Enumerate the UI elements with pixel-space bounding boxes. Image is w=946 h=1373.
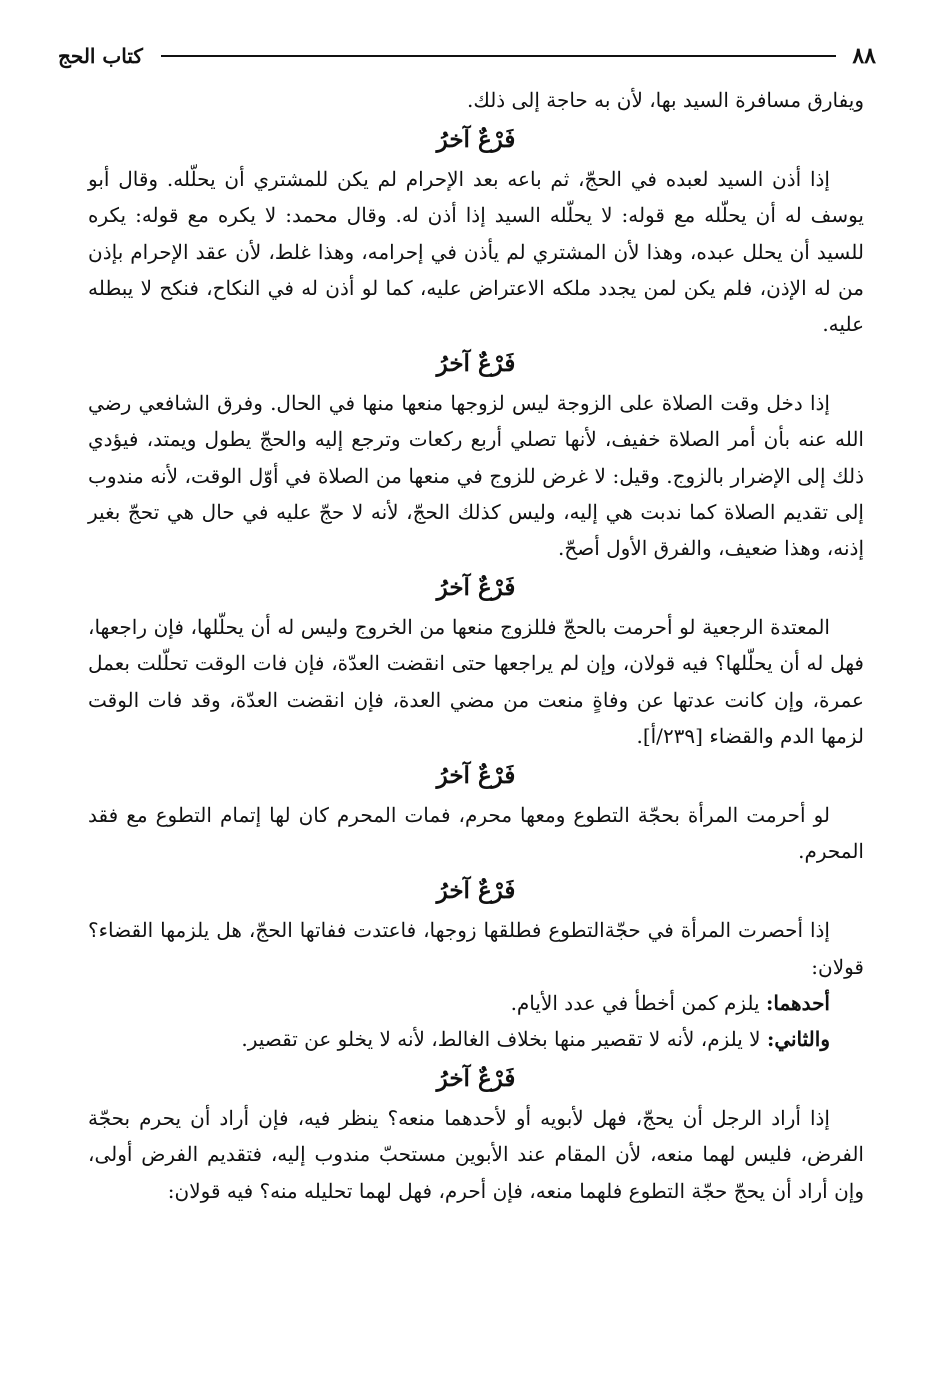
- paragraph: المعتدة الرجعية لو أحرمت بالحجّ فللزوج منعها من الخروج وليس له أن يحلّلها، فإن راجعها، فهل له أن يحلّلها؟ فيه قولان، وإن لم يراجعها حتى انقضت العدّة، فإن فات الوقت تحلّلت بعمل عمرة، وإن كانت عدتها عن وفاةٍ منعت من مضي العدة، فإن انقضت العدّة، وقد فات الوقت لزمها الدم والقضاء [٢٣٩/أ].: [88, 615, 864, 748]
- section-heading: فَرْعٌ آخرُ: [436, 350, 516, 378]
- section-heading: فَرْعٌ آخرُ: [436, 1065, 516, 1093]
- section-heading: فَرْعٌ آخرُ: [436, 126, 516, 154]
- option-text: لا يلزم، لأنه لا تقصير منها بخلاف الغالط، لأنه لا يخلو عن تقصير.: [241, 1027, 761, 1052]
- page-number: ٨٨: [852, 43, 876, 69]
- option-second: [88, 1021, 864, 1057]
- option-term: والثاني:: [766, 1027, 830, 1052]
- book-title: كتاب الحج: [58, 44, 143, 68]
- page-content: [88, 82, 864, 1209]
- header-rule: [161, 55, 836, 57]
- section-heading: فَرْعٌ آخرُ: [436, 574, 516, 602]
- paragraph: إذا أذن السيد لعبده في الحجّ، ثم باعه بعد الإحرام لم يكن للمشتري أن يحلّله. وقال أبو يوسف له أن يحلّله مع قوله: لا يحلّله السيد إذا أذن له. وقال محمد: لا يكره مع قوله: يكره للسيد أن يحلل عبده، وهذا لأن المشتري لم يأذن في إحرامه، وهذا غلط، لأن عقد الإحرام بإذن من له الإذن، فلم يكن لمن يجدد ملكه الاعتراض عليه، كما لو أذن له في النكاح، فنكح لا يبطله عليه.: [88, 167, 864, 337]
- option-term: أحدهما:: [765, 990, 830, 1015]
- option-first: [88, 985, 864, 1021]
- section-heading: فَرْعٌ آخرُ: [436, 877, 516, 905]
- section-heading: فَرْعٌ آخرُ: [436, 762, 516, 790]
- paragraph: لو أحرمت المرأة بحجّة التطوع ومعها محرم، فمات المحرم كان لها إتمام التطوع مع فقد المحرم.: [88, 803, 864, 864]
- paragraph: إذا أحصرت المرأة في حجّةالتطوع فطلقها زوجها، فاعتدت ففاتها الحجّ، هل يلزمها القضاء؟ قولان:: [88, 918, 864, 979]
- paragraph: إذا أراد الرجل أن يحجّ، فهل لأبويه أو لأحدهما منعه؟ ينظر فيه، فإن أراد أن يحرم بحجّة الفرض، فليس لهما منعه، لأن المقام عند الأبوين مستحبّ مندوب إليه، فتقديم الفرض أولى، وإن أراد أن يحجّ حجّة التطوع فلهما منعه، فإن أحرم، فهل لهما تحليله منه؟ فيه قولان:: [88, 1106, 864, 1203]
- option-text: يلزم كمن أخطأ في عدد الأيام.: [510, 990, 760, 1015]
- paragraph: إذا دخل وقت الصلاة على الزوجة ليس لزوجها منعها منها في الحال. وفرق الشافعي رضي الله عنه بأن أمر الصلاة خفيف، لأنها تصلي أربع ركعات وترجع إليه والحجّ يطول ويمتد، فيؤدي ذلك إلى الإضرار بالزوج. وقيل: لا غرض للزوج في منعها من الصلاة في أوّل الوقت، لأنه مندوب إلى تقديم الصلاة كما ندبت هي إليه، وليس كذلك الحجّ، لأنه لا حجّ عليه في حال هي تحجّ بغير إذنه، وهذا ضعيف، والفرق الأول أصحّ.: [88, 391, 864, 561]
- running-header: [58, 36, 876, 76]
- intro-line: ويفارق مسافرة السيد بها، لأن به حاجة إلى ذلك.: [466, 88, 864, 112]
